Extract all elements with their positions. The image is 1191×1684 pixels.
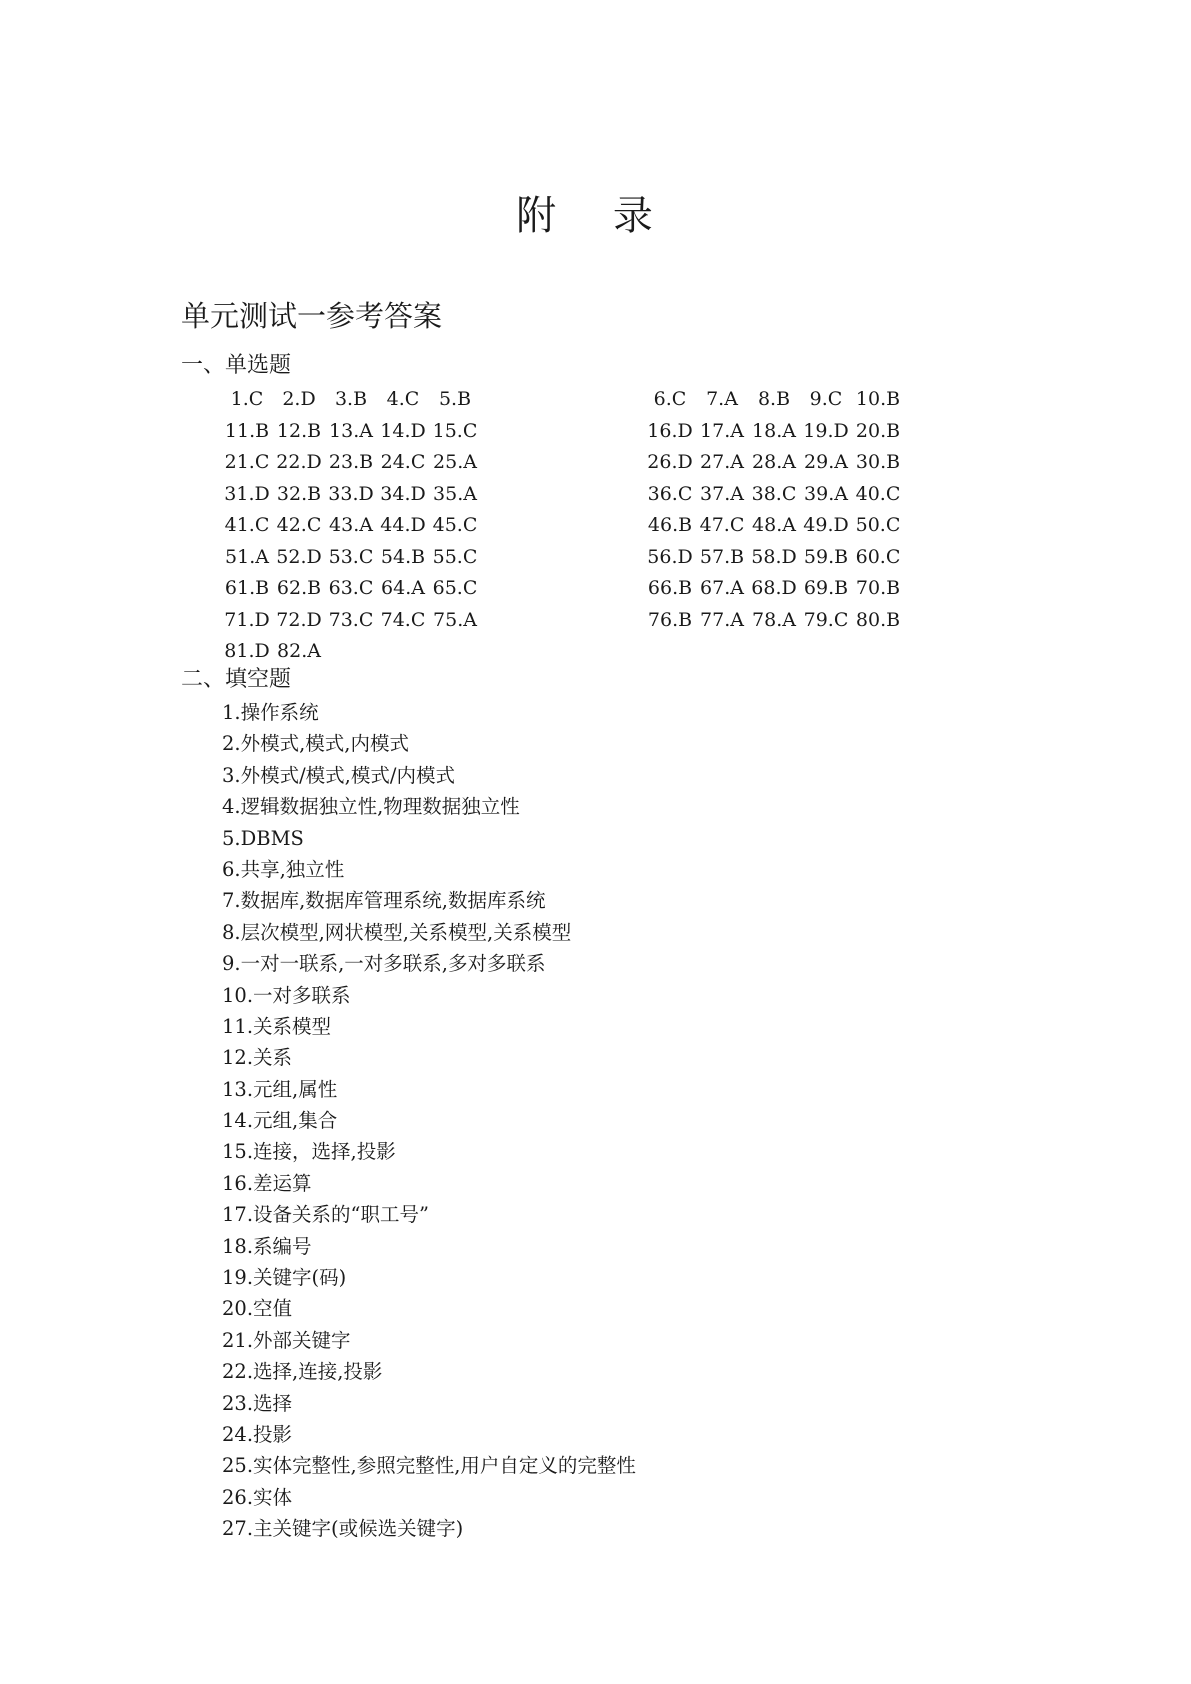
fill-in-answer-item: 11.关系模型 — [222, 1014, 332, 1038]
fill-in-answer-item: 22.选择,连接,投影 — [222, 1360, 383, 1384]
answer-cell: 46.B — [647, 514, 693, 536]
answer-cell: 65.C — [432, 577, 478, 599]
fill-in-answer-item: 13.元组,属性 — [222, 1077, 338, 1101]
answer-cell: 64.A — [381, 577, 425, 599]
fill-in-answer-item: 17.设备关系的“职工号” — [222, 1203, 429, 1227]
answer-cell: 8.B — [757, 388, 791, 410]
answer-cell: 6.C — [653, 388, 687, 410]
answer-cell: 70.B — [855, 577, 901, 599]
answer-cell: 25.A — [433, 451, 477, 473]
fill-in-answer-item: 10.一对多联系 — [222, 983, 351, 1007]
answer-cell: 53.C — [328, 545, 374, 568]
answer-cell: 74.C — [380, 608, 426, 631]
answer-cell: 81.D — [224, 640, 270, 662]
part-heading-fill-in: 二、填空题 — [181, 667, 292, 692]
answer-cell: 52.D — [276, 545, 322, 568]
answer-cell: 73.C — [328, 608, 374, 631]
section-heading: 单元测试一参考答案 — [181, 299, 443, 333]
answer-cell: 19.D — [803, 419, 849, 442]
answer-cell: 58.D — [751, 545, 797, 568]
answer-cell: 77.A — [700, 608, 744, 631]
answer-cell: 66.B — [647, 577, 693, 599]
answer-cell: 78.A — [752, 608, 796, 631]
fill-in-answer-item: 4.逻辑数据独立性,物理数据独立性 — [222, 795, 520, 819]
answer-cell: 24.C — [380, 451, 426, 473]
answer-cell: 32.B — [276, 482, 322, 505]
answer-cell: 7.A — [706, 388, 738, 410]
answer-cell: 36.C — [647, 482, 693, 505]
answer-cell: 15.C — [432, 419, 478, 442]
answer-cell: 69.B — [803, 577, 849, 599]
answer-cell: 5.B — [438, 388, 472, 410]
answer-cell: 4.C — [386, 388, 420, 410]
fill-in-answer-item: 2.外模式,模式,内模式 — [222, 732, 410, 756]
fill-in-answer-item: 14.元组,集合 — [222, 1109, 338, 1133]
answer-cell: 56.D — [647, 545, 693, 568]
answer-cell: 59.B — [803, 545, 849, 568]
answer-cell: 47.C — [699, 514, 745, 536]
answer-cell: 20.B — [855, 419, 901, 442]
answer-cell: 38.C — [751, 482, 797, 505]
answer-cell: 26.D — [647, 451, 693, 473]
answer-cell: 28.A — [752, 451, 796, 473]
answer-cell: 16.D — [647, 419, 693, 442]
answer-cell: 43.A — [329, 514, 373, 536]
page-title: 附 录 — [516, 193, 675, 239]
fill-in-answer-item: 6.共享,独立性 — [222, 857, 345, 881]
answer-cell: 45.C — [432, 514, 478, 536]
answer-cell: 55.C — [432, 545, 478, 568]
answer-cell: 11.B — [224, 419, 270, 442]
answer-cell: 1.C — [230, 388, 264, 410]
answer-cell: 9.C — [809, 388, 843, 410]
answer-cell: 68.D — [751, 577, 797, 599]
fill-in-answer-item: 18.系编号 — [222, 1234, 312, 1258]
answer-cell: 61.B — [224, 577, 270, 599]
answer-cell: 62.B — [276, 577, 322, 599]
answer-cell: 27.A — [700, 451, 744, 473]
answer-cell: 49.D — [803, 514, 849, 536]
answer-cell: 10.B — [855, 388, 901, 410]
answer-cell: 48.A — [752, 514, 796, 536]
fill-in-answer-item: 12.关系 — [222, 1046, 293, 1070]
answer-cell: 57.B — [699, 545, 745, 568]
answer-cell: 75.A — [433, 608, 477, 631]
answer-cell: 35.A — [433, 482, 477, 505]
answer-cell: 71.D — [224, 608, 270, 631]
answer-cell: 76.B — [647, 608, 693, 631]
answer-cell: 37.A — [700, 482, 744, 505]
answer-cell: 34.D — [380, 482, 426, 505]
fill-in-answer-item: 19.关键字(码) — [222, 1266, 347, 1290]
answer-cell: 39.A — [804, 482, 848, 505]
answer-cell: 50.C — [855, 514, 901, 536]
fill-in-answer-item: 5.DBMS — [222, 826, 304, 850]
answer-cell: 18.A — [752, 419, 796, 442]
answer-cell: 17.A — [700, 419, 744, 442]
answer-cell: 29.A — [804, 451, 848, 473]
fill-in-answer-item: 9.一对一联系,一对多联系,多对多联系 — [222, 952, 546, 976]
fill-in-answer-item: 23.选择 — [222, 1391, 293, 1415]
answer-cell: 80.B — [855, 608, 901, 631]
fill-in-answer-item: 25.实体完整性,参照完整性,用户自定义的完整性 — [222, 1454, 636, 1478]
answer-cell: 51.A — [225, 545, 269, 568]
answer-cell: 79.C — [803, 608, 849, 631]
answer-cell: 14.D — [380, 419, 426, 442]
answer-cell: 22.D — [276, 451, 322, 473]
fill-in-answer-item: 26.实体 — [222, 1485, 293, 1509]
answer-cell: 54.B — [380, 545, 426, 568]
answer-cell: 23.B — [328, 451, 374, 473]
fill-in-answer-item: 20.空值 — [222, 1297, 293, 1321]
answer-cell: 44.D — [380, 514, 426, 536]
fill-in-answer-item: 27.主关键字(或候选关键字) — [222, 1517, 464, 1541]
answer-cell: 41.C — [224, 514, 270, 536]
fill-in-answer-item: 7.数据库,数据库管理系统,数据库系统 — [222, 889, 546, 913]
fill-in-answer-item: 16.差运算 — [222, 1171, 312, 1195]
answer-cell: 2.D — [282, 388, 316, 410]
fill-in-answer-list — [222, 697, 636, 1545]
part-heading-single-choice: 一、单选题 — [181, 353, 292, 378]
answer-cell: 67.A — [700, 577, 744, 599]
answer-cell: 72.D — [276, 608, 322, 631]
answer-cell: 40.C — [855, 482, 901, 505]
answer-cell: 42.C — [276, 514, 322, 536]
answer-cell: 60.C — [855, 545, 901, 568]
answer-cell: 33.D — [328, 482, 374, 505]
answer-cell: 63.C — [328, 577, 374, 599]
answer-cell: 21.C — [224, 451, 270, 473]
answer-cell: 12.B — [276, 419, 322, 442]
fill-in-answer-item: 21.外部关键字 — [222, 1328, 351, 1352]
answer-cell: 3.B — [334, 388, 368, 410]
answer-cell: 13.A — [329, 419, 373, 442]
fill-in-answer-item: 15.连接，选择,投影 — [222, 1140, 396, 1164]
fill-in-answer-item: 1.操作系统 — [222, 701, 319, 724]
fill-in-answer-item: 3.外模式/模式,模式/内模式 — [222, 763, 455, 787]
answer-cell: 30.B — [855, 451, 901, 473]
answer-cell: 31.D — [224, 482, 270, 505]
fill-in-answer-item: 24.投影 — [222, 1422, 293, 1446]
fill-in-answer-item: 8.层次模型,网状模型,关系模型,关系模型 — [222, 920, 572, 944]
answer-cell: 82.A — [277, 640, 321, 662]
